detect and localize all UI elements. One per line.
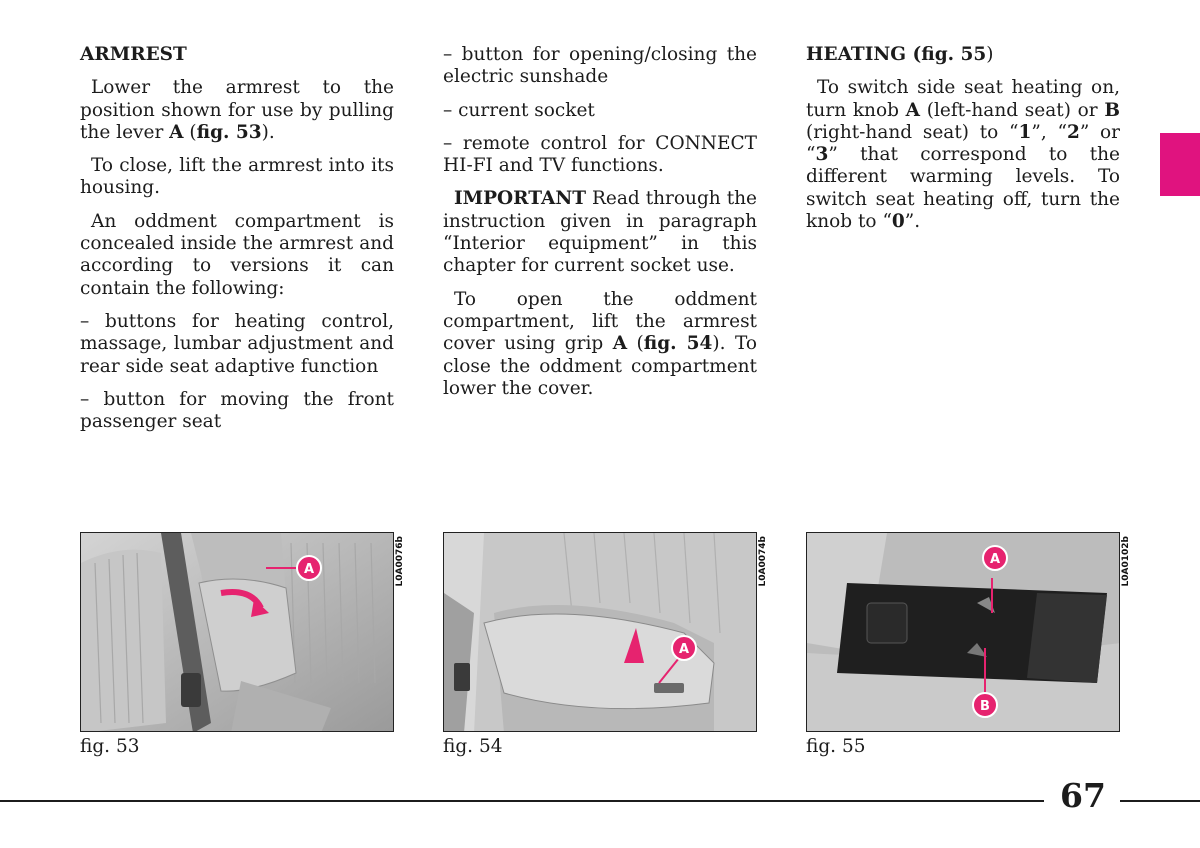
list-item: – remote control for CONNECT HI-FI and TV functions. — [443, 132, 757, 177]
column-armrest — [80, 44, 394, 444]
figure-53-code: L0A0076b — [395, 536, 405, 587]
page-number: 67 — [1060, 776, 1106, 815]
column-armrest-continued — [443, 44, 757, 411]
figure-55-code: L0A0102b — [1121, 536, 1131, 587]
control-unit — [867, 603, 907, 643]
seatbelt-buckle — [181, 673, 201, 707]
paragraph: To switch side seat heating on, turn knob A (left-hand seat) or B (right-hand seat) to “1”, “2” or “3” that correspond to the different warming levels. To switch seat heating off, turn the knob to “0”. — [806, 77, 1120, 233]
list-item: – current socket — [443, 99, 595, 121]
heating-knobs-photo — [807, 533, 1120, 732]
paragraph: To open the oddment compartment, lift the armrest cover using grip A (fig. 54). To close the oddment compartment lower the cover. — [443, 288, 757, 399]
callout-A-label: A — [303, 562, 315, 577]
list-item: – buttons for heating control, massage, lumbar adjustment and rear side seat adaptive function — [80, 310, 394, 377]
important-note: IMPORTANT Read through the instruction given in paragraph “Interior equipment” in this chapter for current socket use. — [443, 188, 757, 277]
figure-53-caption: fig. 53 — [80, 736, 140, 757]
callout-B-label: B — [980, 699, 990, 714]
figure-54-code: L0A0074b — [758, 536, 768, 587]
section-heading-armrest: ARMREST — [80, 44, 187, 65]
callout-A-label: A — [989, 552, 1001, 567]
footer-rule-left — [0, 800, 1044, 802]
figure-54-caption: fig. 54 — [443, 736, 503, 757]
section-thumb-tab — [1160, 133, 1200, 196]
paragraph: Lower the armrest to the position shown for use by pulling the lever A (fig. 53). — [80, 77, 394, 143]
paragraph: An oddment compartment is concealed inside the armrest and according to versions it can contain the following: — [80, 210, 394, 299]
list-item: – button for moving the front passenger seat — [80, 388, 394, 433]
figure-55-caption: fig. 55 — [806, 736, 866, 757]
armrest-photo — [81, 533, 394, 732]
column-heating — [806, 44, 1120, 244]
list-item: – button for opening/closing the electric sunshade — [443, 44, 757, 88]
figure-53-armrest-lowered — [80, 532, 394, 732]
seatbelt-buckle — [454, 663, 470, 691]
section-heading-heating: HEATING (fig. 55) — [806, 44, 994, 65]
callout-A-label: A — [678, 642, 690, 657]
grip-handle — [654, 683, 684, 693]
armrest-compartment-photo — [444, 533, 757, 732]
paragraph: To close, lift the armrest into its housing. — [80, 155, 394, 199]
figure-54-armrest-compartment — [443, 532, 757, 732]
footer-rule-right — [1120, 800, 1200, 802]
figure-55-heating-knobs — [806, 532, 1120, 732]
